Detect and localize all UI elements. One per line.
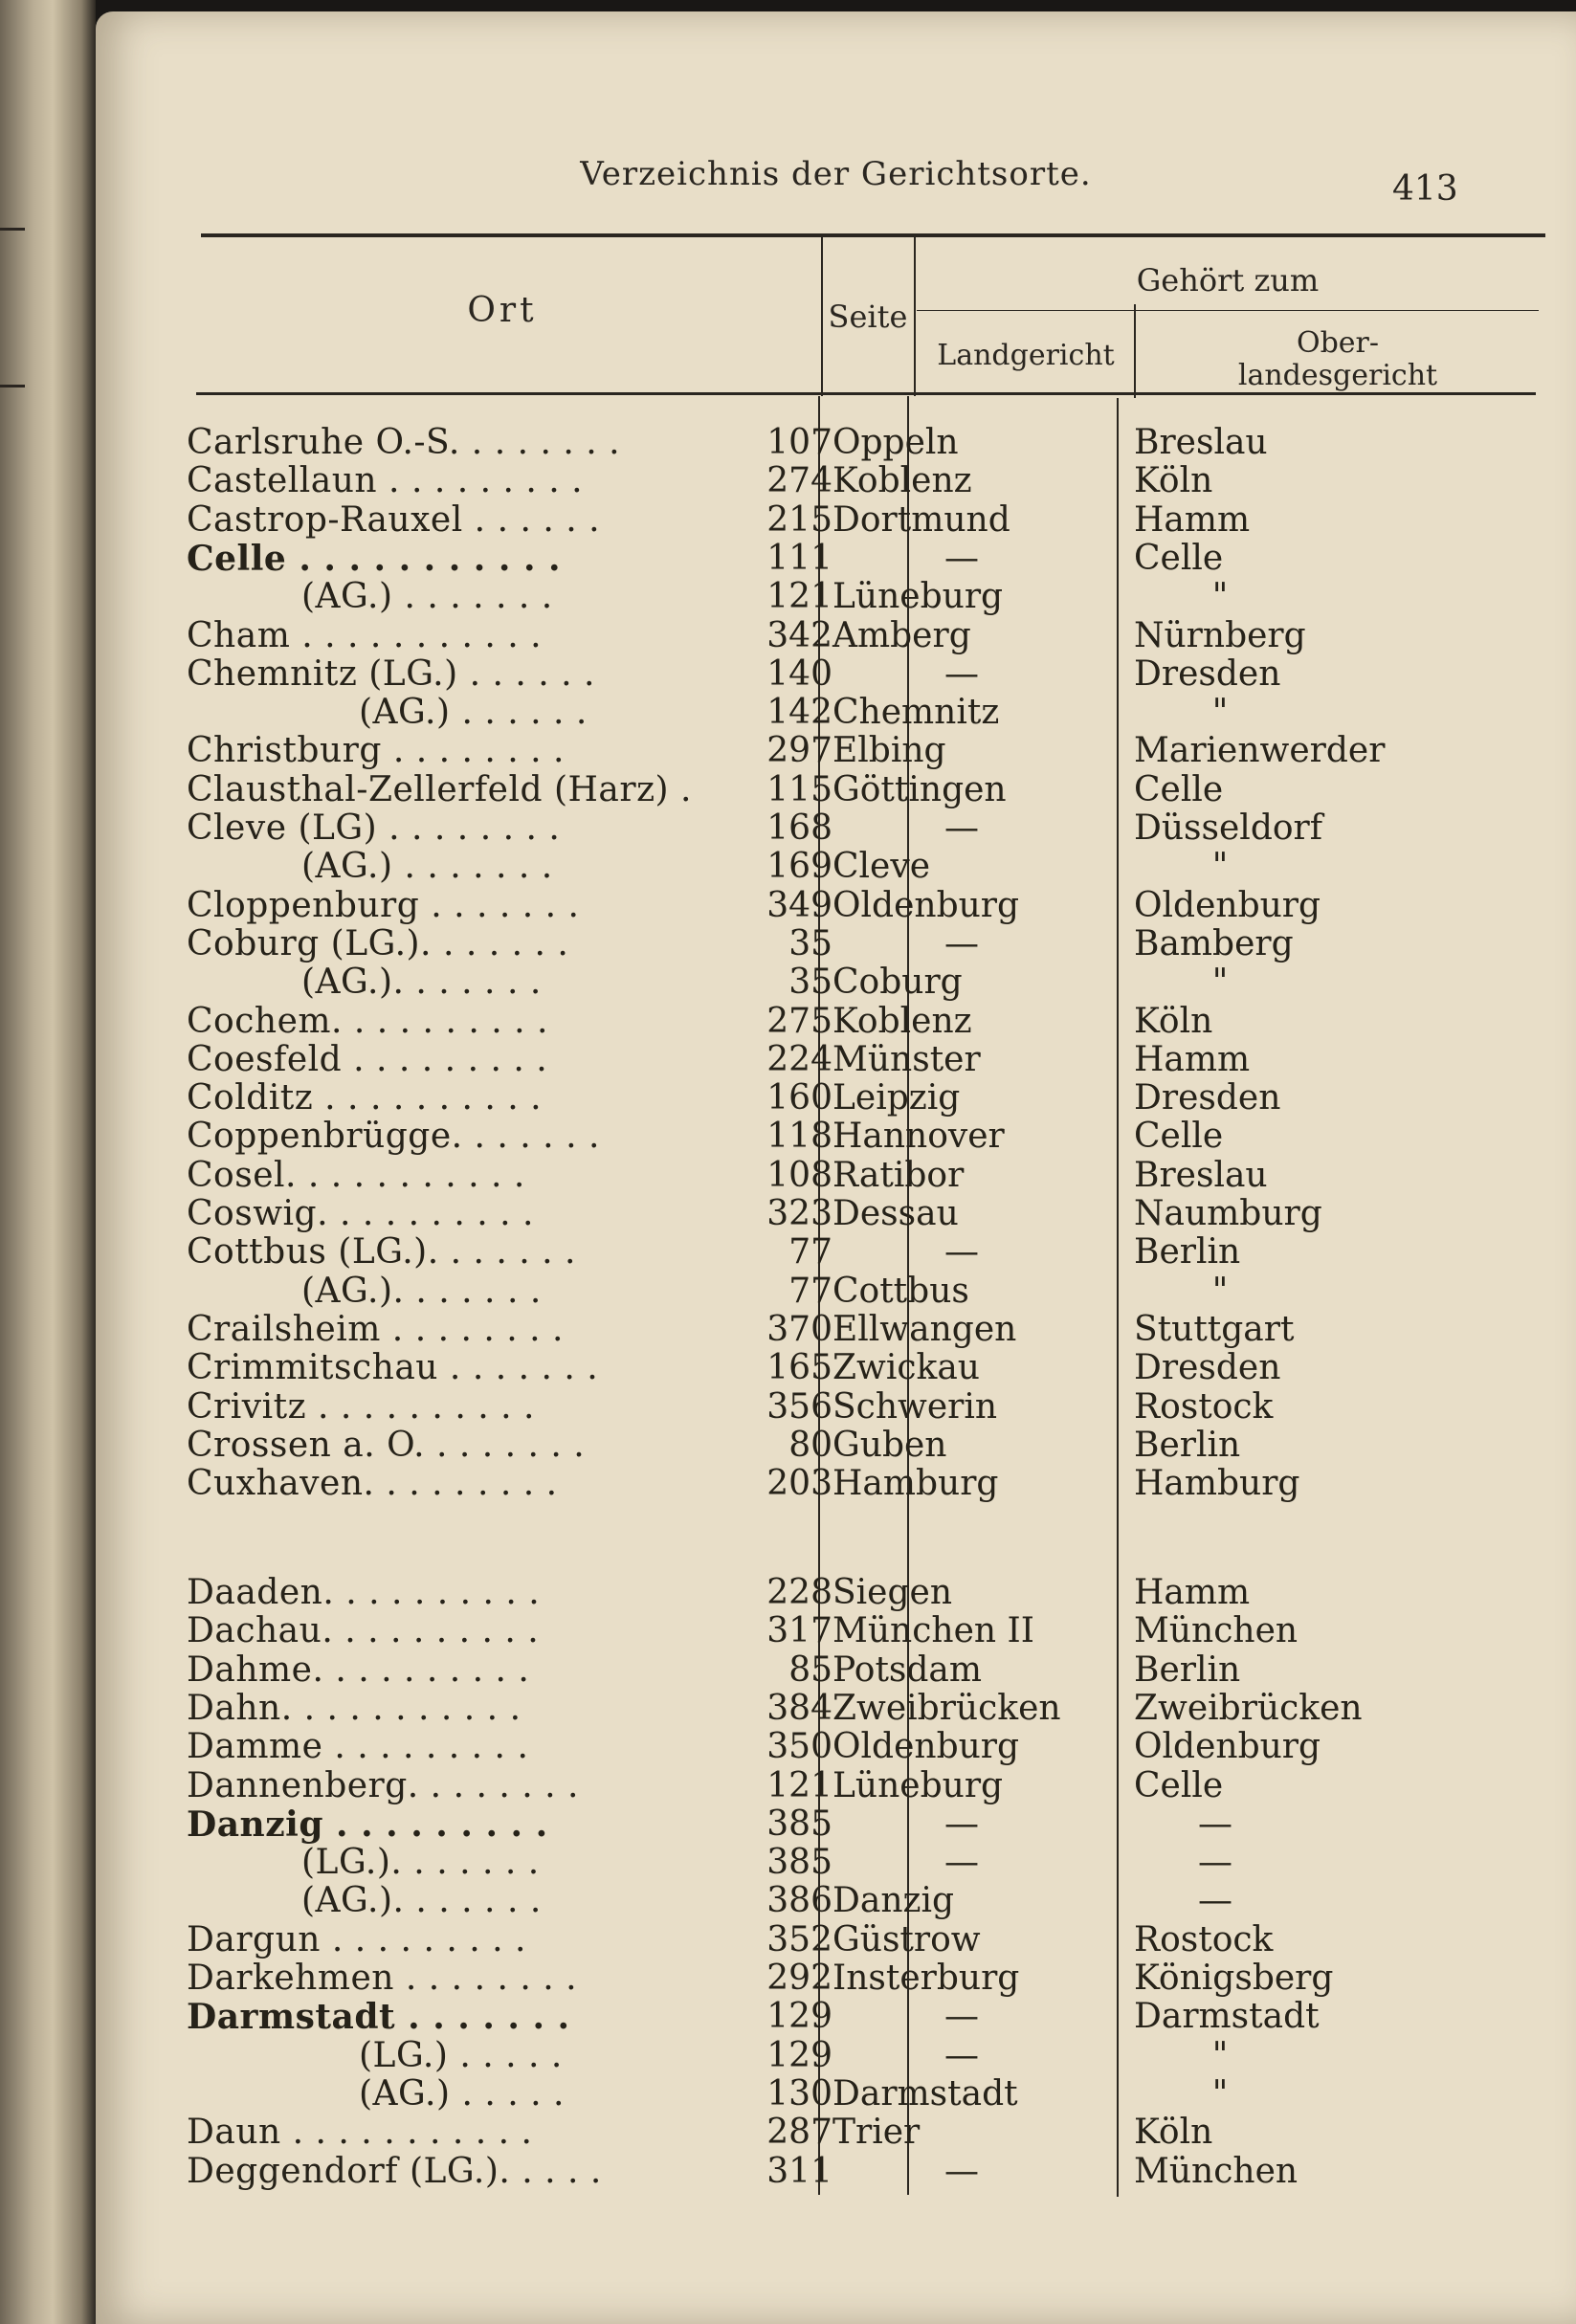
cell-seite: 107 — [766, 423, 832, 462]
cell-oberlandesgericht: Dresden — [1134, 653, 1281, 694]
table-row — [96, 847, 1576, 885]
cell-seite: 352 — [766, 1919, 832, 1959]
cell-seite: 384 — [766, 1688, 832, 1728]
cell-landgericht: Oppeln — [832, 423, 959, 462]
cell-seite: 342 — [766, 615, 832, 655]
cell-ort: Danzig . . . . . . . . . — [187, 1804, 548, 1845]
cell-landgericht: — — [944, 1997, 979, 2037]
cell-ort: (AG.) . . . . . . . — [301, 577, 553, 617]
cell-landgericht: Dessau — [832, 1194, 959, 1233]
table-row — [96, 1959, 1576, 1997]
cell-landgericht: Schwerin — [832, 1386, 998, 1427]
table-row — [96, 2074, 1576, 2113]
cell-landgericht: Lüneburg — [832, 577, 1004, 617]
cell-ort: Dahme. . . . . . . . . . — [187, 1649, 530, 1690]
cell-landgericht: — — [944, 1232, 979, 1273]
cell-oberlandesgericht: — — [1198, 1843, 1232, 1883]
cell-seite: 77 — [788, 1232, 832, 1273]
cell-landgericht: Potsdam — [832, 1649, 983, 1690]
table-row — [96, 1040, 1576, 1078]
cell-seite: 350 — [766, 1727, 832, 1767]
cell-oberlandesgericht: " — [1211, 577, 1229, 617]
cell-seite: 130 — [766, 2073, 832, 2114]
cell-landgericht: Amberg — [832, 615, 971, 655]
cell-landgericht: Güstrow — [832, 1919, 981, 1959]
cell-oberlandesgericht: Dresden — [1134, 1078, 1281, 1118]
cell-oberlandesgericht: München — [1134, 1611, 1299, 1651]
table-row — [96, 1804, 1576, 1843]
cell-seite: 121 — [766, 577, 832, 617]
cell-seite: 297 — [766, 731, 832, 771]
cell-ort: Carlsruhe O.-S. . . . . . . . — [187, 423, 621, 462]
cell-seite: 121 — [766, 1765, 832, 1805]
table-row — [96, 2113, 1576, 2151]
cell-ort: Colditz . . . . . . . . . . — [187, 1078, 543, 1118]
cell-seite: 385 — [766, 1804, 832, 1844]
table-row — [96, 1272, 1576, 1310]
cell-ort: Cottbus (LG.). . . . . . . — [187, 1232, 576, 1273]
cell-ort: Dannenberg. . . . . . . . — [187, 1765, 579, 1805]
cell-oberlandesgericht: Hamburg — [1134, 1464, 1300, 1504]
cell-oberlandesgericht: Berlin — [1134, 1649, 1241, 1690]
col-header-oberlandesgericht — [1137, 327, 1539, 392]
cell-ort: Cleve (LG) . . . . . . . . — [187, 808, 561, 848]
cell-oberlandesgericht: Hamm — [1134, 1573, 1251, 1612]
spine-mark — [0, 228, 25, 231]
cell-seite: 311 — [766, 2151, 832, 2191]
cell-oberlandesgericht: Berlin — [1134, 1232, 1241, 1273]
cell-oberlandesgericht: Rostock — [1134, 1919, 1274, 1959]
table-row — [96, 2036, 1576, 2074]
cell-ort: Dachau. . . . . . . . . . — [187, 1611, 540, 1651]
cell-landgericht: Elbing — [832, 731, 946, 771]
cell-ort: Darmstadt . . . . . . . — [187, 1997, 570, 2038]
cell-landgericht: — — [944, 2035, 979, 2075]
cell-oberlandesgericht: Köln — [1134, 2113, 1213, 2153]
table-row — [96, 1117, 1576, 1155]
cell-ort: (AG.). . . . . . . — [301, 963, 542, 1003]
cell-ort: Coesfeld . . . . . . . . . — [187, 1039, 548, 1079]
cell-ort: Crimmitschau . . . . . . . — [187, 1348, 599, 1388]
table-row — [96, 1156, 1576, 1194]
table-row — [96, 1194, 1576, 1232]
cell-landgericht: Siegen — [832, 1573, 953, 1612]
table-row — [96, 731, 1576, 769]
cell-ort: (AG.) . . . . . — [359, 2073, 565, 2114]
cell-landgericht: Oldenburg — [832, 1727, 1020, 1767]
cell-seite: 111 — [766, 538, 832, 578]
group-rule — [917, 310, 1539, 311]
cell-seite: 80 — [788, 1425, 832, 1465]
cell-landgericht: Ratibor — [832, 1155, 965, 1195]
cell-oberlandesgericht: Celle — [1134, 1765, 1224, 1805]
cell-oberlandesgericht: " — [1211, 847, 1229, 887]
cell-ort: (LG.). . . . . . . — [301, 1843, 540, 1883]
cell-oberlandesgericht: Köln — [1134, 461, 1213, 501]
cell-landgericht: Münster — [832, 1039, 981, 1079]
cell-oberlandesgericht: Köln — [1134, 1001, 1213, 1041]
table-row — [96, 924, 1576, 963]
cell-seite: 140 — [766, 653, 832, 694]
table-row — [96, 1348, 1576, 1386]
cell-landgericht: — — [944, 538, 979, 578]
cell-ort: (AG.) . . . . . . . — [301, 847, 553, 887]
table-row — [96, 808, 1576, 847]
cell-landgericht: Koblenz — [832, 1001, 972, 1041]
cell-seite: 274 — [766, 461, 832, 501]
cell-ort: Castrop-Rauxel . . . . . . — [187, 499, 601, 540]
cell-landgericht: Chemnitz — [832, 693, 1000, 733]
cell-landgericht: Zweibrücken — [832, 1688, 1061, 1728]
cell-oberlandesgericht: " — [1211, 2073, 1229, 2114]
cell-ort: Damme . . . . . . . . . — [187, 1727, 529, 1767]
cell-oberlandesgericht: Stuttgart — [1134, 1309, 1295, 1349]
cell-ort: Cham . . . . . . . . . . . — [187, 615, 543, 655]
table-row — [96, 423, 1576, 461]
cell-oberlandesgericht: Zweibrücken — [1134, 1688, 1363, 1728]
cell-ort: Chemnitz (LG.) . . . . . . — [187, 653, 595, 694]
cell-oberlandesgericht: Naumburg — [1134, 1194, 1322, 1233]
cell-oberlandesgericht: Celle — [1134, 769, 1224, 809]
cell-seite: 118 — [766, 1117, 832, 1157]
cell-oberlandesgericht: Berlin — [1134, 1425, 1241, 1465]
cell-oberlandesgericht: Hamm — [1134, 1039, 1251, 1079]
page-number: 413 — [1392, 169, 1458, 209]
col-header-ober-line2: landesgericht — [1237, 359, 1438, 392]
cell-ort: Coswig. . . . . . . . . . — [187, 1194, 534, 1233]
cell-landgericht: Insterburg — [832, 1959, 1020, 1998]
table-row — [96, 1843, 1576, 1881]
cell-landgericht: Leipzig — [832, 1078, 961, 1118]
cell-ort: Dahn. . . . . . . . . . . — [187, 1688, 522, 1728]
cell-seite: 287 — [766, 2113, 832, 2153]
cell-seite: 385 — [766, 1843, 832, 1883]
book-spine — [0, 0, 96, 2324]
book-page — [96, 11, 1576, 2324]
cell-seite: 292 — [766, 1959, 832, 1998]
cell-ort: (AG.). . . . . . . — [301, 1271, 542, 1311]
table-row — [96, 1766, 1576, 1804]
table-row — [96, 1002, 1576, 1040]
cell-ort: Cochem. . . . . . . . . . — [187, 1001, 548, 1041]
table-row — [96, 616, 1576, 654]
table-row — [96, 770, 1576, 808]
col-header-seite: Seite — [828, 299, 908, 335]
cell-seite: 142 — [766, 693, 832, 733]
cell-landgericht: — — [944, 1843, 979, 1883]
table-row — [96, 1920, 1576, 1959]
cell-ort: Dargun . . . . . . . . . — [187, 1919, 526, 1959]
table-row — [96, 1689, 1576, 1727]
cell-seite: 203 — [766, 1464, 832, 1504]
cell-landgericht: — — [944, 808, 979, 848]
cell-oberlandesgericht: " — [1211, 963, 1229, 1003]
cell-ort: Cuxhaven. . . . . . . . . — [187, 1464, 558, 1504]
top-rule — [201, 233, 1545, 237]
cell-seite: 129 — [766, 2035, 832, 2075]
table-row — [96, 1310, 1576, 1348]
cell-oberlandesgericht: Celle — [1134, 1117, 1224, 1157]
table-row — [96, 500, 1576, 539]
cell-oberlandesgericht: Düsseldorf — [1134, 808, 1323, 848]
cell-seite: 224 — [766, 1039, 832, 1079]
cell-seite: 370 — [766, 1309, 832, 1349]
cell-seite: 108 — [766, 1155, 832, 1195]
cell-ort: Daaden. . . . . . . . . . — [187, 1573, 541, 1612]
cell-oberlandesgericht: Oldenburg — [1134, 1727, 1321, 1767]
cell-ort: Cosel. . . . . . . . . . . — [187, 1155, 525, 1195]
table-row — [96, 1727, 1576, 1765]
table-row — [96, 461, 1576, 499]
col-header-ober-line1: Ober- — [1296, 326, 1380, 360]
cell-oberlandesgericht: Celle — [1134, 538, 1224, 578]
cell-ort: Coburg (LG.). . . . . . . — [187, 923, 569, 963]
table-row — [96, 1078, 1576, 1117]
cell-seite: 160 — [766, 1078, 832, 1118]
cell-landgericht: Cottbus — [832, 1271, 969, 1311]
cell-seite: 275 — [766, 1001, 832, 1041]
cell-landgericht: Hamburg — [832, 1464, 999, 1504]
cell-landgericht: Lüneburg — [832, 1765, 1004, 1805]
table-row — [96, 1573, 1576, 1611]
cell-ort: (AG.). . . . . . . — [301, 1881, 542, 1921]
cell-ort: Castellaun . . . . . . . . . — [187, 461, 584, 501]
cell-landgericht: Dortmund — [832, 499, 1010, 540]
table-row — [96, 2152, 1576, 2190]
table-row — [96, 1232, 1576, 1271]
cell-landgericht: Coburg — [832, 963, 963, 1003]
cell-ort: Coppenbrügge. . . . . . . — [187, 1117, 600, 1157]
cell-oberlandesgericht: Dresden — [1134, 1348, 1281, 1388]
cell-oberlandesgericht: Rostock — [1134, 1386, 1274, 1427]
col-header-landgericht: Landgericht — [937, 339, 1115, 372]
cell-ort: Crivitz . . . . . . . . . . — [187, 1386, 535, 1427]
cell-oberlandesgericht: Königsberg — [1134, 1959, 1334, 1998]
cell-oberlandesgericht: Nürnberg — [1134, 615, 1306, 655]
table-row — [96, 1611, 1576, 1649]
cell-oberlandesgericht: Hamm — [1134, 499, 1251, 540]
table-row — [96, 577, 1576, 615]
cell-landgericht: Oldenburg — [832, 885, 1020, 925]
col-header-group: Gehört zum — [1136, 262, 1320, 299]
table-row — [96, 1426, 1576, 1464]
cell-ort: Clausthal-Zellerfeld (Harz) . — [187, 769, 692, 809]
cell-seite: 386 — [766, 1881, 832, 1921]
cell-landgericht: Darmstadt — [832, 2073, 1018, 2114]
cell-landgericht: Cleve — [832, 847, 931, 887]
cell-seite: 129 — [766, 1997, 832, 2037]
cell-ort: Deggendorf (LG.). . . . . — [187, 2151, 602, 2191]
cell-landgericht: — — [944, 2151, 979, 2191]
table-row — [96, 1997, 1576, 2038]
table-row — [96, 1881, 1576, 1919]
cell-oberlandesgericht: " — [1211, 1271, 1229, 1311]
cell-landgericht: Hannover — [832, 1117, 1005, 1157]
cell-landgericht: Danzig — [832, 1881, 955, 1921]
cell-oberlandesgericht: Breslau — [1134, 1155, 1268, 1195]
cell-ort: Crailsheim . . . . . . . . — [187, 1309, 564, 1349]
cell-oberlandesgericht: München — [1134, 2151, 1299, 2191]
table-row — [96, 1650, 1576, 1689]
cell-seite: 317 — [766, 1611, 832, 1651]
cell-landgericht: Guben — [832, 1425, 947, 1465]
table-row — [96, 539, 1576, 577]
cell-oberlandesgericht: Oldenburg — [1134, 885, 1321, 925]
cell-landgericht: Ellwangen — [832, 1309, 1017, 1349]
cell-ort: Cloppenburg . . . . . . . — [187, 885, 580, 925]
cell-oberlandesgericht: Bamberg — [1134, 923, 1294, 963]
cell-oberlandesgericht: " — [1211, 693, 1229, 733]
cell-landgericht: — — [944, 923, 979, 963]
running-head: Verzeichnis der Gerichtsorte. — [580, 155, 1092, 193]
cell-seite: 228 — [766, 1573, 832, 1612]
table-row — [96, 1387, 1576, 1426]
spine-mark — [0, 385, 25, 387]
cell-oberlandesgericht: — — [1198, 1804, 1232, 1844]
cell-ort: Crossen a. O. . . . . . . . — [187, 1425, 586, 1465]
cell-seite: 169 — [766, 847, 832, 887]
table-row — [96, 1464, 1576, 1502]
cell-seite: 215 — [766, 499, 832, 540]
cell-oberlandesgericht: Darmstadt — [1134, 1997, 1320, 2037]
cell-ort: Celle . . . . . . . . . . . — [187, 538, 562, 579]
cell-seite: 168 — [766, 808, 832, 848]
cell-ort: Daun . . . . . . . . . . . — [187, 2113, 533, 2153]
cell-landgericht: — — [944, 1804, 979, 1844]
col-header-ort: Ort — [467, 291, 538, 330]
table-row — [96, 693, 1576, 731]
cell-landgericht: Trier — [832, 2113, 921, 2153]
cell-landgericht: Koblenz — [832, 461, 972, 501]
cell-ort: (AG.) . . . . . . — [359, 693, 588, 733]
cell-oberlandesgericht: Marienwerder — [1134, 731, 1386, 771]
table-row — [96, 654, 1576, 693]
cell-oberlandesgericht: — — [1198, 1881, 1232, 1921]
cell-seite: 77 — [788, 1271, 832, 1311]
cell-seite: 115 — [766, 769, 832, 809]
cell-seite: 323 — [766, 1194, 832, 1233]
cell-oberlandesgericht: " — [1211, 2035, 1229, 2075]
cell-ort: (LG.) . . . . . — [359, 2035, 563, 2075]
header-bottom-rule — [196, 392, 1536, 395]
cell-oberlandesgericht: Breslau — [1134, 423, 1268, 462]
table-row — [96, 886, 1576, 924]
cell-seite: 356 — [766, 1386, 832, 1427]
table-row — [96, 963, 1576, 1001]
cell-ort: Darkehmen . . . . . . . . — [187, 1959, 578, 1998]
cell-seite: 349 — [766, 885, 832, 925]
cell-seite: 165 — [766, 1348, 832, 1388]
cell-landgericht: — — [944, 653, 979, 694]
cell-landgericht: München II — [832, 1611, 1034, 1651]
cell-landgericht: Zwickau — [832, 1348, 980, 1388]
cell-seite: 85 — [788, 1649, 832, 1690]
cell-seite: 35 — [788, 923, 832, 963]
cell-seite: 35 — [788, 963, 832, 1003]
cell-landgericht: Göttingen — [832, 769, 1007, 809]
cell-ort: Christburg . . . . . . . . — [187, 731, 565, 771]
